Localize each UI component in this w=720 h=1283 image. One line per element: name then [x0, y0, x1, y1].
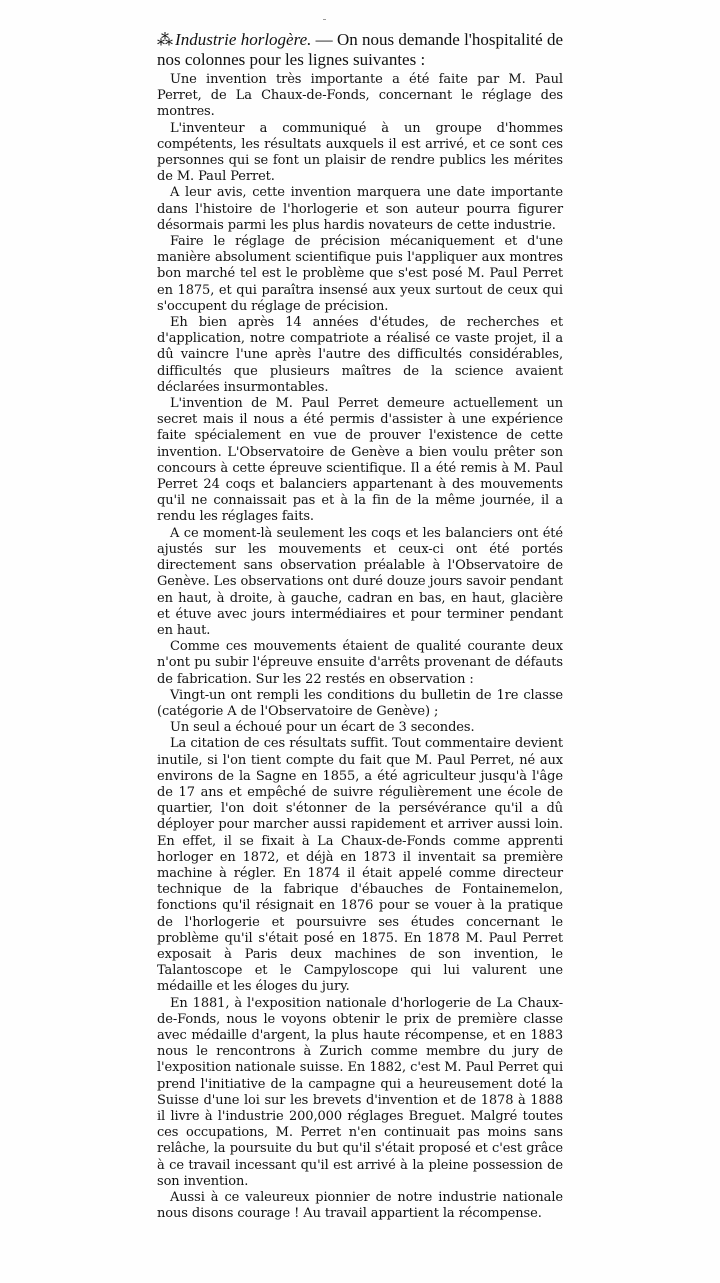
paragraph: Une invention très importante a été faite par M. Paul Perret, de La Chaux-de-Fonds, concernant le réglage des montres. [157, 72, 563, 120]
article-column [157, 30, 563, 1222]
article-title: Industrie horlogère. [175, 30, 312, 49]
paragraph: A leur avis, cette invention marquera une date importante dans l'histoire de l'horlogerie et son auteur pourra figurer désormais parmi les plus hardis novateurs de cette industrie. [157, 185, 563, 233]
paragraph: Aussi à ce valeureux pionnier de notre industrie nationale nous disons courage ! Au travail appartient la récompense. [157, 1190, 563, 1222]
paragraph: Comme ces mouvements étaient de qualité courante deux n'ont pu subir l'épreuve ensuite d'arrêts provenant de défauts de fabrication. Sur les 22 restés en observation : [157, 639, 563, 687]
asterism-icon: ⁂ [157, 32, 173, 49]
paragraph: A ce moment-là seulement les coqs et les balanciers ont été ajustés sur les mouvements et ceux-ci ont été portés directement sans observation préalable à l'Observatoire de Genève. Les observations ont duré douze jours savoir pendant en haut, à droite, à gauche, cadran en bas, en haut, glacière et étuve avec jours intermédiaires et pour terminer pendant en haut. [157, 525, 563, 638]
article-intro: — On nous demande l'hospitalité de nos colonnes pour les lignes suivantes : [157, 30, 564, 69]
paragraph: La citation de ces résultats suffit. Tout commentaire devient inutile, si l'on tient compte du fait que M. Paul Perret, né aux environs de la Sagne en 1855, a été agriculteur jusqu'à l'âge de 17 ans et empêché de suivre régulièrement une école de quartier, l'on doit s'étonner de la persévérance qu'il a dû déployer pour marcher aussi rapidement et arriver aussi loin. En effet, il se fixait à La Chaux-de-Fonds comme apprenti horloger en 1872, et déjà en 1873 il inventait sa première machine à régler. En 1874 il était appelé comme directeur technique de la fabrique d'ébauches de Fontainemelon, fonctions qu'il résignait en 1876 pour se vouer à la pratique de l'horlogerie et poursuivre ses études concernant le problème qu'il s'était posé en 1875. En 1878 M. Paul Perret exposait à Paris deux machines de son invention, le Talantoscope et le Campyloscope qui lui valurent une médaille et les éloges du jury. [157, 736, 563, 995]
paragraph: Eh bien après 14 années d'études, de recherches et d'application, notre compatriote a réalisé ce vaste projet, il a dû vaincre l'une après l'autre des difficultés considérables, difficultés que plusieurs maîtres de la science avaient déclarées insurmontables. [157, 315, 563, 395]
article-heading [157, 30, 563, 69]
paragraph: En 1881, à l'exposition nationale d'horlogerie de La Chaux-de-Fonds, nous le voyons obtenir le prix de première classe avec médaille d'argent, la plus haute récompense, et en 1883 nous le rencontrons à Zurich comme membre du jury de l'exposition nationale suisse. En 1882, c'est M. Paul Perret qui prend l'initiative de la campagne qui a heureusement doté la Suisse d'une loi sur les brevets d'invention et de 1878 à 1888 il livre à l'industrie 200,000 réglages Breguet. Malgré toutes ces occupations, M. Perret n'en continuait pas moins sans relâche, la poursuite du but qu'il s'était proposé et c'est grâce à ce travail incessant qu'il est arrivé à la pleine possession de son invention. [157, 995, 563, 1189]
paragraph: Un seul a échoué pour un écart de 3 secondes. [170, 720, 475, 736]
paragraph: L'invention de M. Paul Perret demeure actuellement un secret mais il nous a été permis d'assister à une expérience faite spécialement en vue de prouver l'existence de cette invention. L'Observatoire de Genève a bien voulu prêter son concours à cette épreuve scientifique. Il a été remis à M. Paul Perret 24 coqs et balanciers appartenant à des mouvements qu'il ne connaissait pas et à la fin de la même journée, il a rendu les réglages faits. [157, 396, 563, 525]
paragraph: Faire le réglage de précision mécaniquement et d'une manière absolument scientifique puis l'appliquer aux montres bon marché tel est le problème que s'est posé M. Paul Perret en 1875, et qui paraîtra insensé aux yeux surtout de ceux qui s'occupent du réglage de précision. [157, 234, 563, 314]
paragraph: L'inventeur a communiqué à un groupe d'hommes compétents, les résultats auxquels il est arrivé, et ce sont ces personnes qui se font un plaisir de rendre publics les mérites de M. Paul Perret. [157, 120, 563, 185]
paragraph: Vingt-un ont rempli les conditions du bulletin de 1re classe (catégorie A de l'Observatoire de Genève) ; [157, 687, 563, 719]
printer-mark [323, 19, 326, 20]
article-body [157, 72, 563, 1222]
